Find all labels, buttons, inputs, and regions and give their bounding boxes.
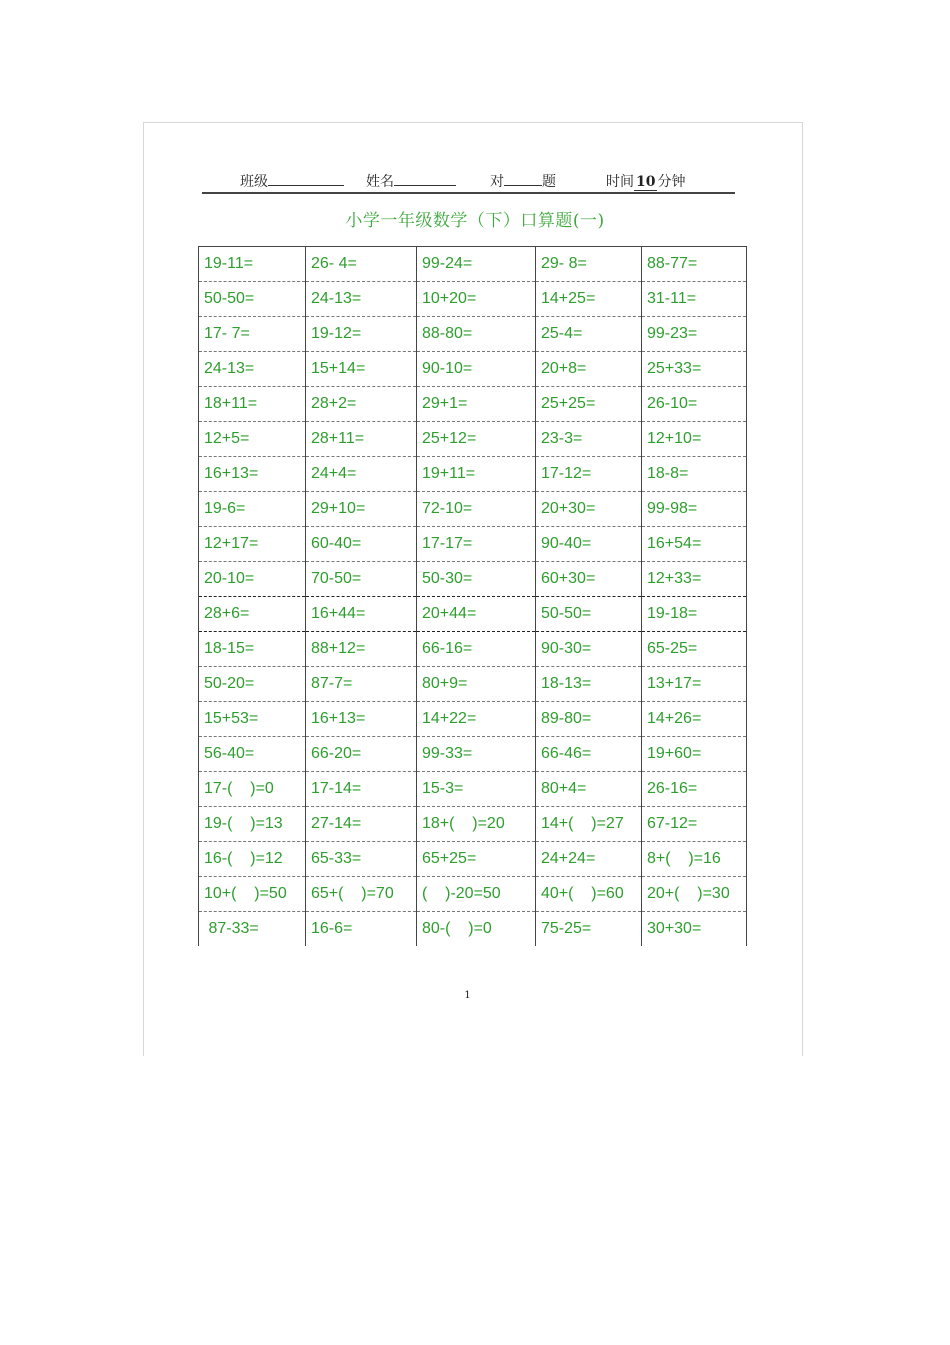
problem-cell: 50-50= (536, 597, 642, 632)
problem-cell: 16+44= (306, 597, 417, 632)
problem-row (199, 912, 747, 947)
problem-cell: 50-50= (199, 282, 306, 317)
class-blank[interactable] (268, 171, 344, 186)
class-field (240, 171, 344, 191)
problem-row (199, 702, 747, 737)
problem-cell: 16+13= (306, 702, 417, 737)
problem-row (199, 667, 747, 702)
problem-cell: 23-3= (536, 422, 642, 457)
problem-cell: 90-10= (417, 352, 536, 387)
problem-cell: 27-14= (306, 807, 417, 842)
problem-row (199, 422, 747, 457)
problem-cell: 19-( )=13 (199, 807, 306, 842)
problem-row (199, 597, 747, 632)
problem-cell: 24-13= (306, 282, 417, 317)
worksheet-title: 小学一年级数学（下）口算题(一) (345, 211, 605, 231)
question-label: 题 (542, 174, 556, 190)
problem-row (199, 457, 747, 492)
problem-cell: 99-98= (642, 492, 747, 527)
problem-cell: 90-30= (536, 632, 642, 667)
problem-cell: 19-18= (642, 597, 747, 632)
problem-cell: 99-23= (642, 317, 747, 352)
problem-cell: 15+14= (306, 352, 417, 387)
problem-cell: 17-14= (306, 772, 417, 807)
problem-row (199, 352, 747, 387)
problem-cell: 26-16= (642, 772, 747, 807)
problem-cell: 15+53= (199, 702, 306, 737)
problem-cell: 14+22= (417, 702, 536, 737)
problem-cell: 60-40= (306, 527, 417, 562)
problem-cell: 12+5= (199, 422, 306, 457)
problem-row (199, 807, 747, 842)
problem-cell: 31-11= (642, 282, 747, 317)
problem-cell: 16+54= (642, 527, 747, 562)
problem-cell: 17-( )=0 (199, 772, 306, 807)
problem-grid (198, 246, 747, 946)
problem-cell: 18-15= (199, 632, 306, 667)
problem-row (199, 877, 747, 912)
name-label: 姓名 (366, 174, 394, 190)
problem-cell: 80+4= (536, 772, 642, 807)
problem-cell: 99-33= (417, 737, 536, 772)
problem-cell: 17-12= (536, 457, 642, 492)
problem-cell: 14+25= (536, 282, 642, 317)
problem-cell: 19-12= (306, 317, 417, 352)
problem-cell: 26- 4= (306, 247, 417, 282)
problem-cell: 25+12= (417, 422, 536, 457)
problem-row (199, 842, 747, 877)
problem-row (199, 737, 747, 772)
problem-cell: 65-33= (306, 842, 417, 877)
problem-cell: 19+60= (642, 737, 747, 772)
problem-cell: 50-30= (417, 562, 536, 597)
problem-cell: 24-13= (199, 352, 306, 387)
problem-cell: 20+( )=30 (642, 877, 747, 912)
problem-cell: 25+25= (536, 387, 642, 422)
problem-cell: 29- 8= (536, 247, 642, 282)
problem-cell: 29+1= (417, 387, 536, 422)
worksheet-header (202, 168, 735, 194)
problem-cell: 87-7= (306, 667, 417, 702)
problem-cell: 13+17= (642, 667, 747, 702)
problem-cell: 24+4= (306, 457, 417, 492)
name-field (366, 171, 456, 191)
problem-cell: 16-( )=12 (199, 842, 306, 877)
problem-cell: 87-33= (199, 912, 306, 947)
problem-cell: 20+8= (536, 352, 642, 387)
problem-cell: 18-13= (536, 667, 642, 702)
problem-cell: 56-40= (199, 737, 306, 772)
problem-cell: 88+12= (306, 632, 417, 667)
problem-cell: 88-77= (642, 247, 747, 282)
problem-cell: 16+13= (199, 457, 306, 492)
problem-cell: 88-80= (417, 317, 536, 352)
problem-cell: 18+11= (199, 387, 306, 422)
problem-row (199, 317, 747, 352)
problem-cell: 15-3= (417, 772, 536, 807)
problem-row (199, 527, 747, 562)
problem-cell: 29+10= (306, 492, 417, 527)
problem-cell: 60+30= (536, 562, 642, 597)
problem-row (199, 772, 747, 807)
problem-cell: 67-12= (642, 807, 747, 842)
problem-cell: 8+( )=16 (642, 842, 747, 877)
problem-cell: 72-10= (417, 492, 536, 527)
problem-row (199, 247, 747, 282)
problem-cell: 70-50= (306, 562, 417, 597)
problem-cell: 12+10= (642, 422, 747, 457)
problem-cell: 65+( )=70 (306, 877, 417, 912)
problem-row (199, 562, 747, 597)
score-field (490, 171, 556, 191)
problem-cell: 12+17= (199, 527, 306, 562)
problem-cell: 19+11= (417, 457, 536, 492)
problem-cell: 28+11= (306, 422, 417, 457)
page-number: 1 (464, 990, 471, 1001)
problem-row (199, 492, 747, 527)
problem-cell: 19-11= (199, 247, 306, 282)
problem-cell: 50-20= (199, 667, 306, 702)
time-unit: 分钟 (657, 174, 686, 190)
problem-row (199, 387, 747, 422)
correct-label: 对 (490, 174, 504, 190)
problem-cell: 28+6= (199, 597, 306, 632)
problem-cell: 66-16= (417, 632, 536, 667)
problem-cell: 65+25= (417, 842, 536, 877)
problem-cell: 99-24= (417, 247, 536, 282)
name-blank[interactable] (394, 171, 456, 186)
problem-cell: 14+( )=27 (536, 807, 642, 842)
problem-cell: ( )-20=50 (417, 877, 536, 912)
problem-cell: 80-( )=0 (417, 912, 536, 947)
problem-cell: 25-4= (536, 317, 642, 352)
problem-cell: 24+24= (536, 842, 642, 877)
problem-cell: 17-17= (417, 527, 536, 562)
correct-blank[interactable] (504, 171, 542, 186)
problem-cell: 19-6= (199, 492, 306, 527)
time-field (606, 171, 685, 191)
problem-cell: 25+33= (642, 352, 747, 387)
problem-cell: 10+20= (417, 282, 536, 317)
problem-cell: 14+26= (642, 702, 747, 737)
problem-cell: 16-6= (306, 912, 417, 947)
problem-cell: 80+9= (417, 667, 536, 702)
problem-cell: 20+30= (536, 492, 642, 527)
problem-cell: 12+33= (642, 562, 747, 597)
problem-cell: 65-25= (642, 632, 747, 667)
problem-cell: 18-8= (642, 457, 747, 492)
problem-cell: 75-25= (536, 912, 642, 947)
problem-cell: 30+30= (642, 912, 747, 947)
problem-row (199, 282, 747, 317)
problem-cell: 66-46= (536, 737, 642, 772)
time-value: 10 (636, 174, 656, 190)
class-label: 班级 (240, 174, 268, 190)
problem-cell: 20-10= (199, 562, 306, 597)
problem-cell: 89-80= (536, 702, 642, 737)
problem-cell: 17- 7= (199, 317, 306, 352)
problem-cell: 18+( )=20 (417, 807, 536, 842)
problem-cell: 66-20= (306, 737, 417, 772)
problem-cell: 90-40= (536, 527, 642, 562)
problem-cell: 10+( )=50 (199, 877, 306, 912)
problem-cell: 20+44= (417, 597, 536, 632)
problem-cell: 26-10= (642, 387, 747, 422)
problem-cell: 40+( )=60 (536, 877, 642, 912)
problem-row (199, 632, 747, 667)
problem-cell: 28+2= (306, 387, 417, 422)
time-label: 时间 (606, 174, 634, 190)
